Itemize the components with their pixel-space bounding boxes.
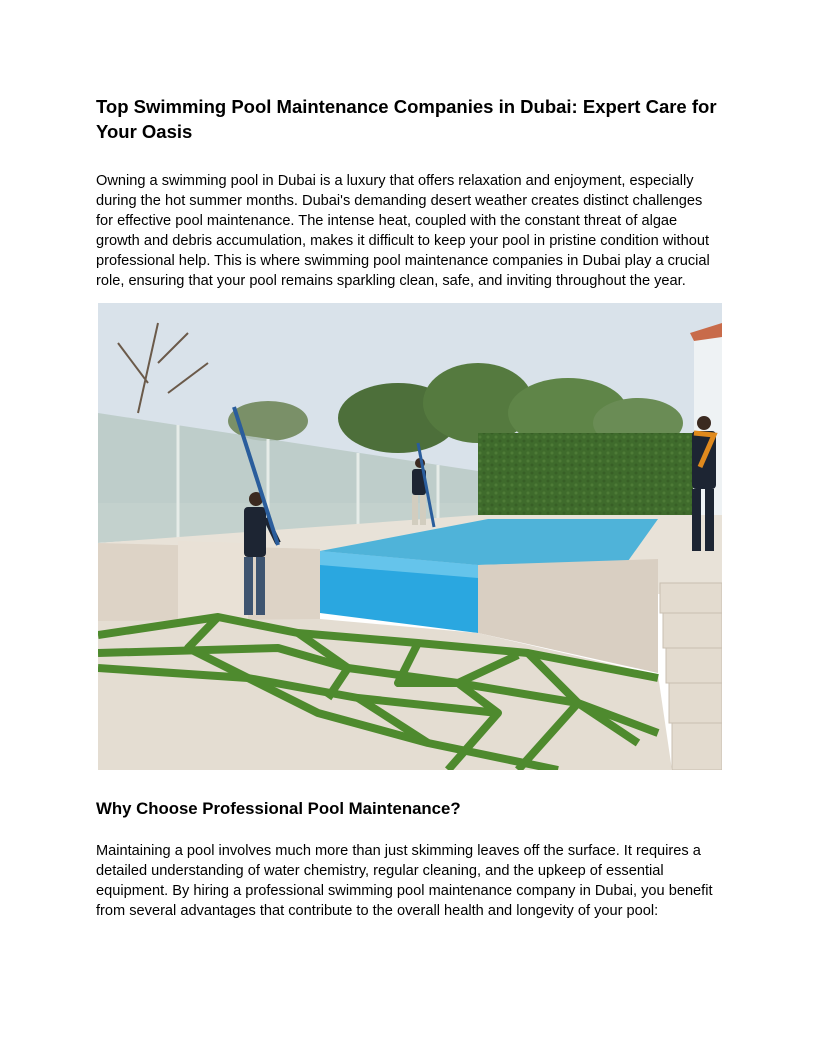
section-heading: Why Choose Professional Pool Maintenance? [96, 799, 461, 818]
section-paragraph: Maintaining a pool involves much more than just skimming leaves off the surface. It requires a detailed understanding of water chemistry, regular cleaning, and the upkeep of essential equipment. By hiring a professional swimming pool maintenance company in Dubai, you benefit from several advantages that contribute to the overall health and longevity of your pool: [96, 843, 713, 919]
intro-paragraph: Owning a swimming pool in Dubai is a luxury that offers relaxation and enjoyment, especially during the hot summer months. Dubai's demanding desert weather creates distinct challenges for effective pool maintenance. The intense heat, coupled with the constant threat of algae growth and debris accumulation, makes it difficult to keep your pool in pristine condition without professional help. This is where swimming pool maintenance companies in Dubai play a crucial role, ensuring that your pool remains sparkling clean, safe, and inviting throughout the year. [96, 173, 710, 289]
document-page [96, 94, 722, 291]
article-title: Top Swimming Pool Maintenance Companies in Dubai: Expert Care for Your Oasis [96, 96, 717, 142]
pool-photo [98, 303, 722, 770]
steps [660, 583, 722, 770]
